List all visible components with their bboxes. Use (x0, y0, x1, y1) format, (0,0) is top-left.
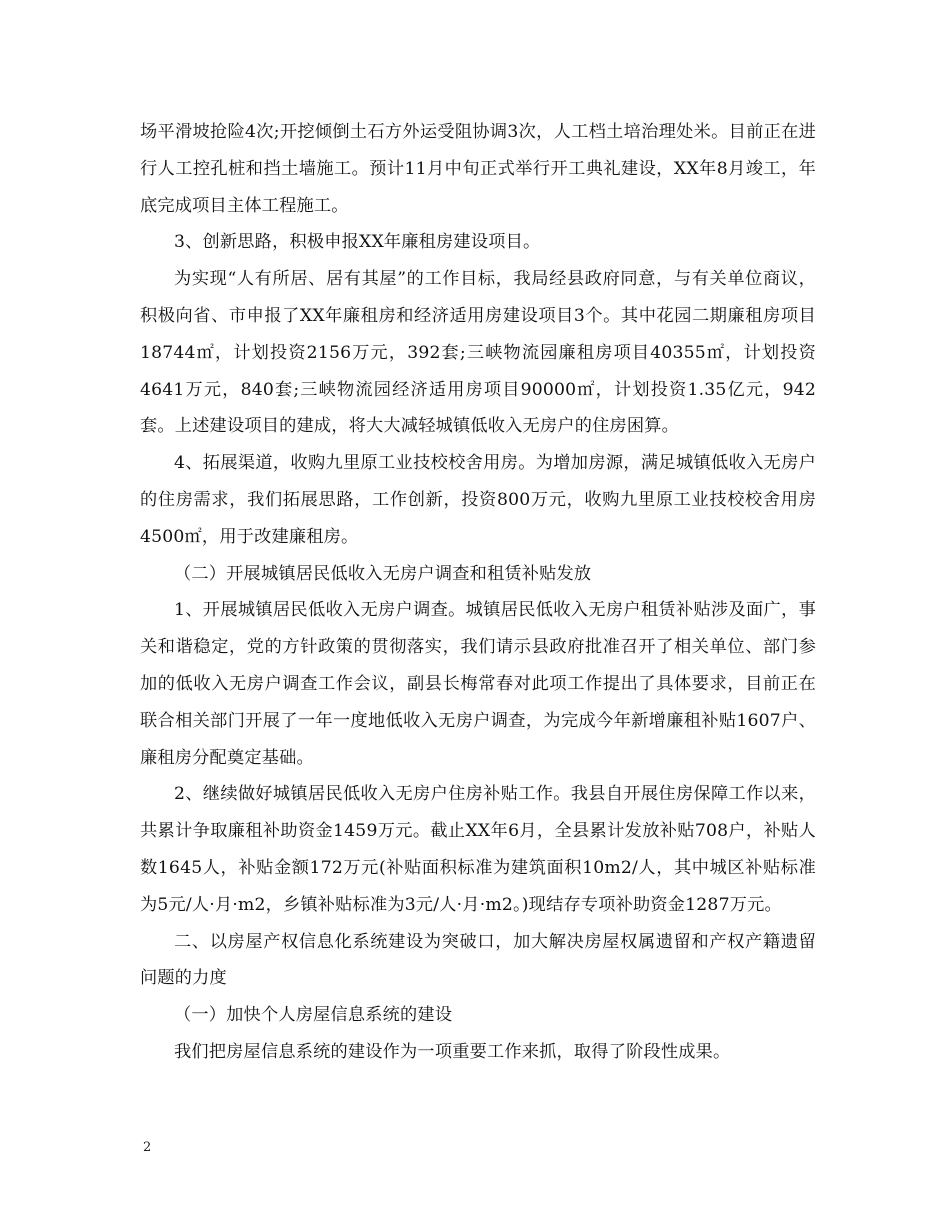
paragraph-6: 2、继续做好城镇居民低收入无房户住房补贴工作。我县自开展住房保障工作以来，共累计争取廉租补助资金1459万元。截止XX年6月，全县累计发放补贴708户，补贴人数1645人，补贴金额172万元(补贴面积标准为建筑面积10m2/人，其中城区补贴标准为5元/人·月·m2，乡镇补贴标准为3元/人·月·m2。)现结存专项补助资金1287万元。 (140, 784, 816, 915)
paragraph-2: 3、创新思路，积极申报XX年廉租房建设项目。 (174, 232, 541, 253)
paragraph-5: 1、开展城镇居民低收入无房户调查。城镇居民低收入无房户租赁补贴涉及面广，事关和谐稳定，党的方针政策的贯彻落实，我们请示县政府批准召开了相关单位、部门参加的低收入无房户调查工作会议，副县长梅常春对此项工作提出了具体要求，目前正在联合相关部门开展了一年一度地低收入无房户调查，为完成今年新增廉租补贴1607户、廉租房分配奠定基础。 (140, 600, 816, 768)
section-heading-1: （一）加快个人房屋信息系统的建设 (174, 1005, 453, 1026)
paragraph-3: 为实现“人有所居、居有其屋”的工作目标，我局经县政府同意，与有关单位商议，积极向省、市申报了XX年廉租房和经济适用房建设项目3个。其中花园二期廉租房项目18744㎡，计划投资2156万元，392套;三峡物流园廉租房项目40355㎡，计划投资4641万元，840套;三峡物流园经济适用房项目90000㎡，计划投资1.35亿元，942套。上述建设项目的建成，将大大减轻城镇低收入无房户的住房困算。 (140, 269, 816, 437)
paragraph-1: 场平滑坡抢险4次;开挖倾倒土石方外运受阻协调3次，人工档土培治理处米。目前正在进行人工控孔桩和挡土墙施工。预计11月中旬正式举行开工典礼建设，XX年8月竣工，年底完成项目主体工程施工。 (140, 122, 816, 216)
paragraph-7: 我们把房屋信息系统的建设作为一项重要工作来抓，取得了阶段性成果。 (174, 1041, 731, 1062)
paragraph-4: 4、拓展渠道，收购九里原工业技校校舍用房。为增加房源，满足城镇低收入无房户的住房需求，我们拓展思路，工作创新，投资800万元，收购九里原工业技校校舍用房4500㎡，用于改建廉租房。 (140, 453, 816, 547)
page-number: 2 (143, 1140, 152, 1155)
main-heading-2: 二、以房屋产权信息化系统建设为突破口，加大解决房屋权属遗留和产权产籍遗留问题的力度 (140, 931, 816, 989)
document-body (140, 114, 816, 1071)
section-heading-2: （二）开展城镇居民低收入无房户调查和租赁补贴发放 (174, 563, 592, 584)
